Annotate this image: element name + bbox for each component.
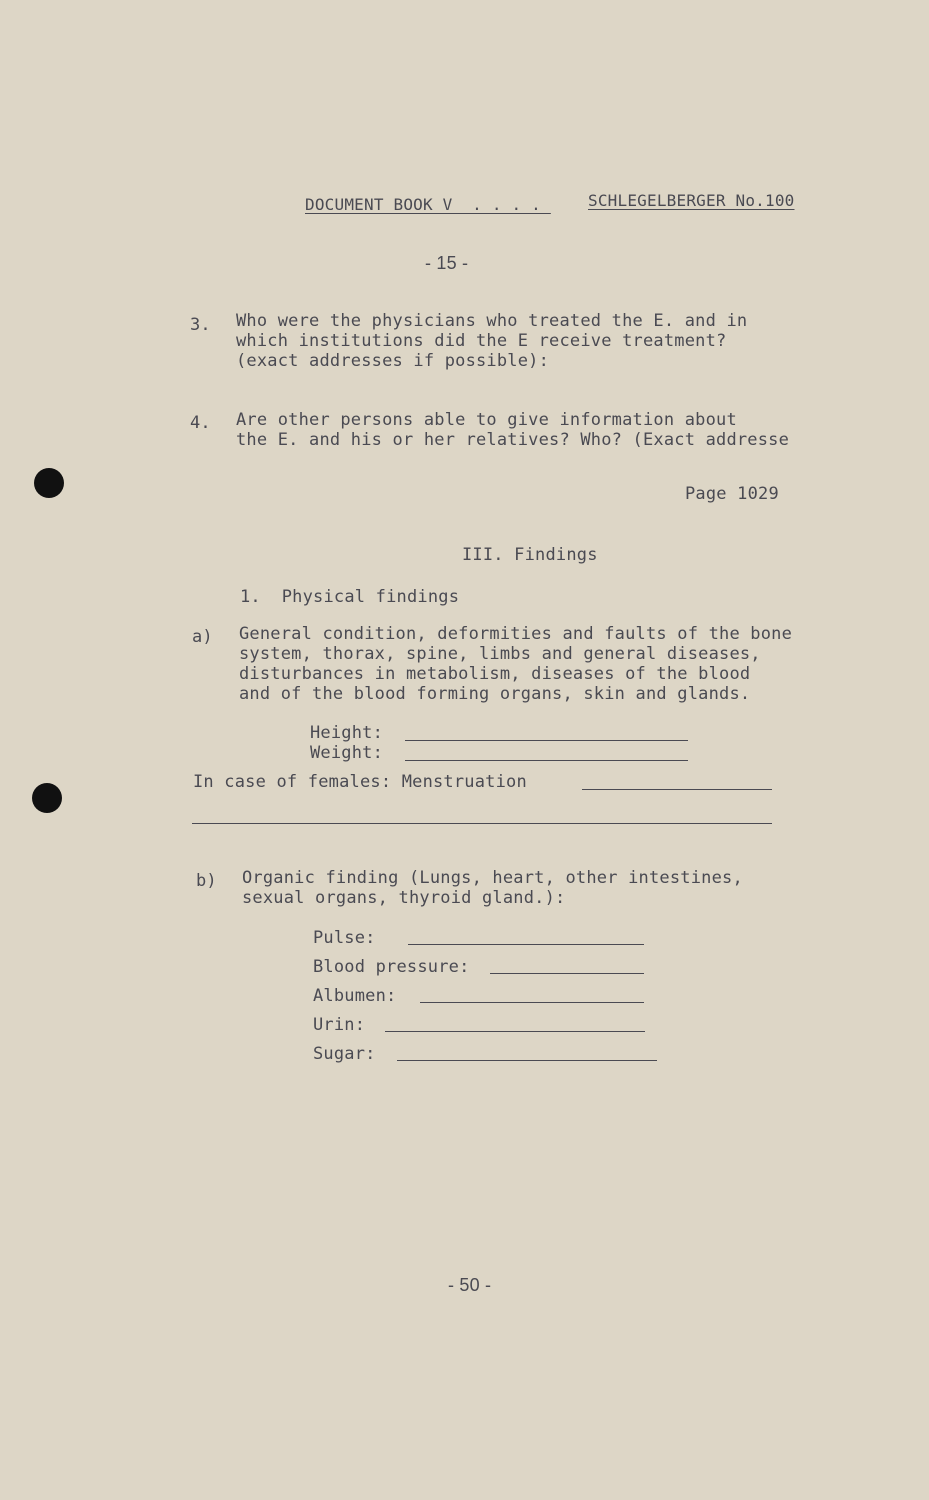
pulse-label: Pulse:: [313, 928, 376, 948]
sugar-blank[interactable]: [397, 1060, 657, 1061]
case-ref: SCHLEGELBERGER No.100: [588, 191, 795, 210]
punch-hole-top: [34, 468, 64, 498]
menstruation-blank-continued[interactable]: [192, 823, 772, 824]
section-title: III. Findings: [462, 545, 598, 565]
item-b-line-2: sexual organs, thyroid gland.):: [242, 888, 566, 908]
question-4-line-2: the E. and his or her relatives? Who? (Exact addresse: [236, 430, 790, 450]
weight-blank[interactable]: [405, 760, 688, 761]
question-3-line-3: (exact addresses if possible):: [236, 351, 550, 371]
item-a-line-2: system, thorax, spine, limbs and general diseases,: [239, 644, 761, 664]
height-blank[interactable]: [405, 740, 688, 741]
document-book-ref: DOCUMENT BOOK V . . . .: [305, 195, 551, 214]
question-4-line-1: Are other persons able to give information about: [236, 410, 737, 430]
urin-blank[interactable]: [385, 1031, 645, 1032]
item-b-line-1: Organic finding (Lungs, heart, other intestines,: [242, 868, 743, 888]
question-3-number: 3.: [190, 315, 211, 335]
urin-label: Urin:: [313, 1015, 366, 1035]
punch-hole-bottom: [32, 783, 62, 813]
weight-label: Weight:: [310, 743, 384, 763]
item-a-label: a): [192, 627, 213, 647]
albumen-label: Albumen:: [313, 986, 397, 1006]
item-a-line-1: General condition, deformities and faults of the bone: [239, 624, 793, 644]
page-reference: Page 1029: [685, 484, 779, 504]
question-3-line-1: Who were the physicians who treated the E. and in: [236, 311, 748, 331]
page-number: - 15 -: [425, 253, 469, 273]
blood-pressure-blank[interactable]: [490, 973, 644, 974]
pulse-blank[interactable]: [408, 944, 644, 945]
menstruation-label: In case of females: Menstruation: [193, 772, 527, 792]
sugar-label: Sugar:: [313, 1044, 376, 1064]
item-a-line-4: and of the blood forming organs, skin and glands.: [239, 684, 751, 704]
question-4-number: 4.: [190, 413, 211, 433]
item-a-line-3: disturbances in metabolism, diseases of the blood: [239, 664, 751, 684]
menstruation-blank[interactable]: [582, 789, 772, 790]
albumen-blank[interactable]: [420, 1002, 644, 1003]
footer-page-number: - 50 -: [448, 1275, 492, 1295]
item-b-label: b): [196, 871, 217, 891]
blood-pressure-label: Blood pressure:: [313, 957, 470, 977]
subsection-title: 1. Physical findings: [240, 587, 460, 607]
height-label: Height:: [310, 723, 384, 743]
question-3-line-2: which institutions did the E receive treatment?: [236, 331, 727, 351]
